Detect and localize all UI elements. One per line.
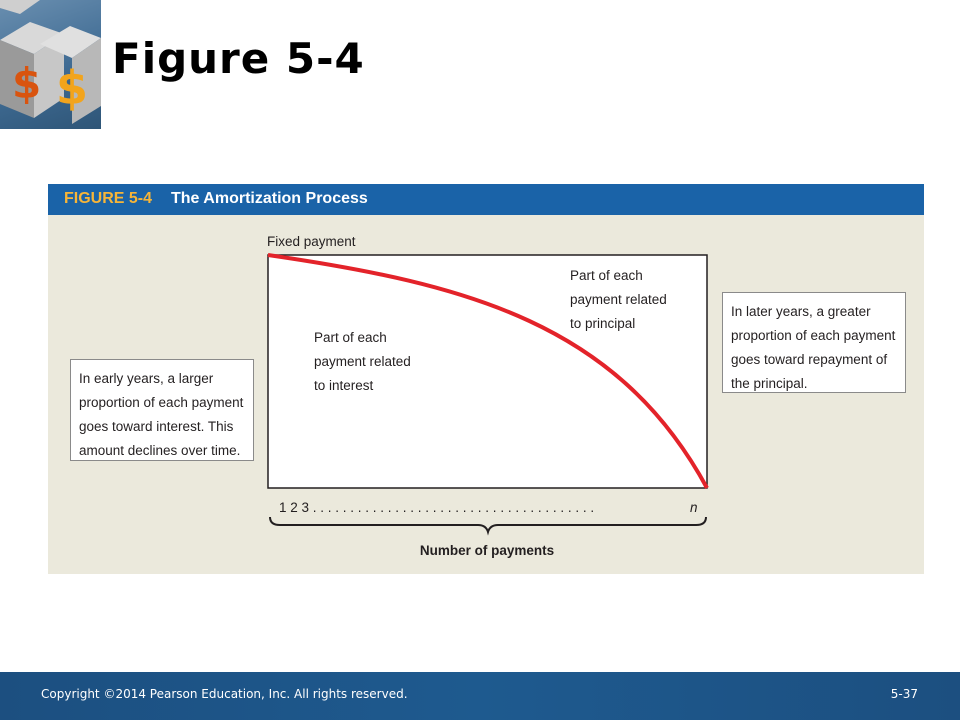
axis-tick-last: n bbox=[690, 500, 698, 515]
right-callout-line-4: the principal. bbox=[731, 376, 808, 391]
dollar-glyph-2: $ bbox=[56, 61, 89, 115]
interest-label-line-2: payment related bbox=[314, 354, 411, 369]
right-callout bbox=[722, 292, 906, 393]
principal-label-line-2: payment related bbox=[570, 292, 667, 307]
page-title: Figure 5-4 bbox=[112, 34, 365, 83]
figure-number: FIGURE 5-4 bbox=[64, 190, 153, 207]
figure-panel bbox=[48, 184, 924, 574]
plot-box bbox=[268, 255, 707, 488]
axis-tick-labels: 1 2 3 . . . . . . . . . . . . . . . . . . . . . . . . . . . . . . . . . . . . . . bbox=[279, 500, 595, 515]
slide-number: 5-37 bbox=[890, 687, 918, 701]
principal-label-line-3: to principal bbox=[570, 316, 636, 331]
right-callout-line-3: goes toward repayment of bbox=[731, 352, 888, 367]
footer-bar bbox=[0, 672, 960, 720]
left-callout-line-1: In early years, a larger bbox=[79, 371, 214, 386]
left-callout-line-2: proportion of each payment bbox=[79, 395, 244, 410]
copyright-notice: Copyright ©2014 Pearson Education, Inc. All rights reserved. bbox=[41, 687, 408, 701]
right-callout-line-2: proportion of each payment bbox=[731, 328, 896, 343]
left-callout bbox=[70, 359, 254, 461]
dice-logo-icon bbox=[0, 0, 101, 129]
figure-title: The Amortization Process bbox=[171, 190, 368, 207]
interest-label-line-1: Part of each bbox=[314, 330, 387, 345]
axis-brace bbox=[270, 517, 706, 532]
dollar-glyph-1: $ bbox=[12, 59, 42, 108]
principal-label-line-1: Part of each bbox=[570, 268, 643, 283]
left-callout-line-4: amount declines over time. bbox=[79, 443, 241, 458]
axis-label: Number of payments bbox=[419, 543, 555, 558]
publisher-logo bbox=[0, 0, 101, 129]
left-callout-line-3: goes toward interest. This bbox=[79, 419, 234, 434]
fixed-payment-label: Fixed payment bbox=[267, 234, 356, 249]
right-callout-line-1: In later years, a greater bbox=[731, 304, 871, 319]
interest-label-line-3: to interest bbox=[314, 378, 374, 393]
